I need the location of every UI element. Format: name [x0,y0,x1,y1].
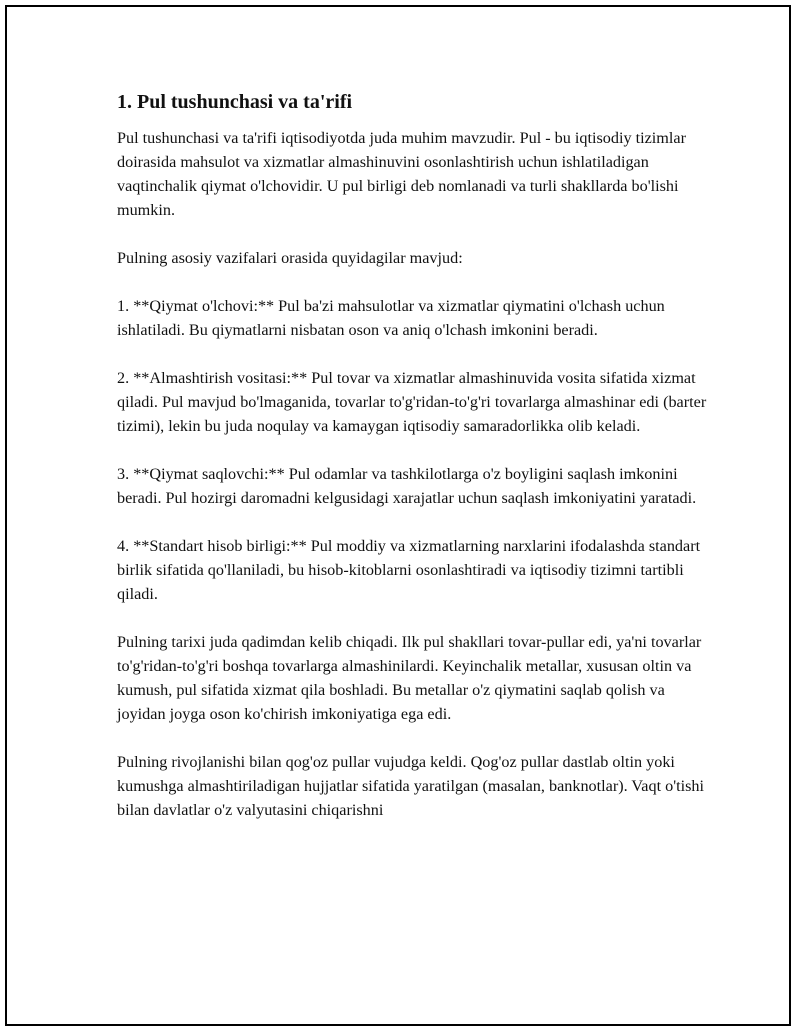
paragraph-paper-money: Pulning rivojlanishi bilan qog'oz pullar vujudga keldi. Qog'oz pullar dastlab oltin yoki kumushga almashtiriladigan hujjatlar sifatida yaratilgan (masalan, banknotlar). Vaqt o'tishi bilan davlatlar o'z valyutasini chiqarishni [117,753,705,819]
paragraph-unit-of-account: 4. **Standart hisob birligi:** Pul moddiy va xizmatlarning narxlarini ifodalashda standart birlik sifatida qo'llaniladi, bu hisob-kitoblarni osonlashtiradi va iqtisodiy tizimni tartibli qiladi. [117,537,701,603]
paragraph-store-of-value: 3. **Qiymat saqlovchi:** Pul odamlar va tashkilotlarga o'z boyligini saqlash imkonini beradi. Pul hozirgi daromadni kelgusidagi xarajatlar uchun saqlash imkoniyatini yaratadi. [117,465,697,507]
paragraph-functions-lead: Pulning asosiy vazifalari orasida quyidagilar mavjud: [117,249,463,267]
paragraph-history: Pulning tarixi juda qadimdan kelib chiqadi. Ilk pul shakllari tovar-pullar edi, ya'ni tovarlar to'g'ridan-to'g'ri boshqa tovarlarga almashinilardi. Keyinchalik metallar, xususan oltin va kumush, pul sifatida xizmat qila boshladi. Bu metallar o'z qiymatini saqlab qolish va joyidan joyga oson ko'chirish imkoniyatiga ega edi. [117,633,702,723]
section-heading: 1. Pul tushunchasi va ta'rifi [117,91,353,113]
paragraph-intro: Pul tushunchasi va ta'rifi iqtisodiyotda juda muhim mavzudir. Pul - bu iqtisodiy tizimlar doirasida mahsulot va xizmatlar almashinuvini osonlashtirish uchun ishlatiladigan vaqtinchalik qiymat o'lchovidir. U pul birligi deb nomlanadi va turli shakllarda bo'lishi mumkin. [117,129,686,219]
paragraph-medium-of-exchange: 2. **Almashtirish vositasi:** Pul tovar va xizmatlar almashinuvida vosita sifatida xizmat qiladi. Pul mavjud bo'lmaganida, tovarlar to'g'ridan-to'g'ri tovarlarga almashinar edi (barter tizimi), lekin bu juda noqulay va kamaygan iqtisodiy samaradorlikka olib keladi. [117,369,707,435]
paragraph-measure-of-value: 1. **Qiymat o'lchovi:** Pul ba'zi mahsulotlar va xizmatlar qiymatini o'lchash uchun ishlatiladi. Bu qiymatlarni nisbatan oson va aniq o'lchash imkonini beradi. [117,297,665,339]
document-body [117,88,717,822]
